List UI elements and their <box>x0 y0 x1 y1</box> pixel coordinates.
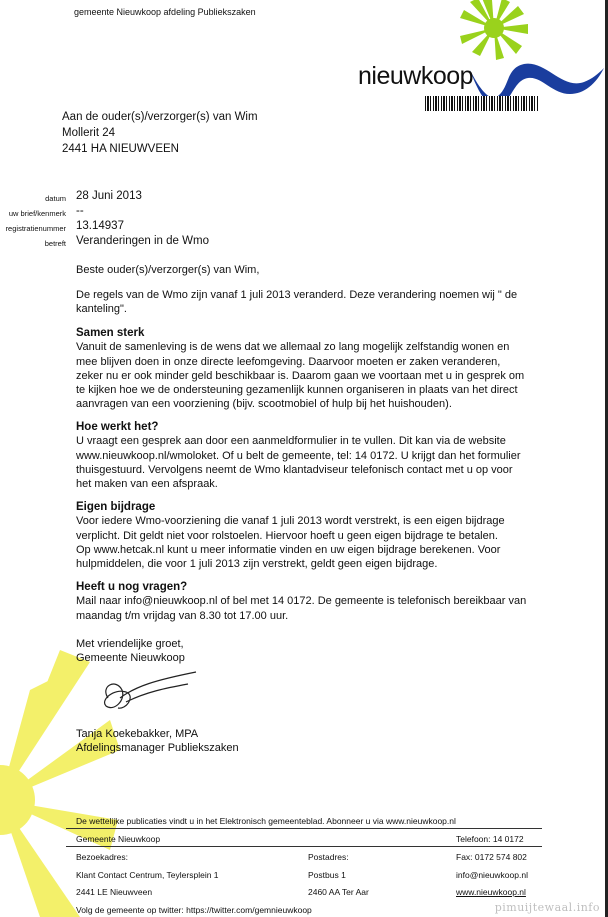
footer-website-link[interactable]: www.nieuwkoop.nl <box>456 887 526 897</box>
footer-bezoek-line1: Klant Contact Centrum, Teylersplein 1 <box>76 870 219 880</box>
footer-fax: Fax: 0172 574 802 <box>456 852 527 862</box>
recipient-line1: Aan de ouder(s)/verzorger(s) van Wim <box>62 111 258 123</box>
footer-postadres-label: Postadres: <box>308 852 349 862</box>
registratie-label: registratienummer <box>5 224 66 233</box>
watermark: pimuijtewaal.info <box>494 901 600 914</box>
footer-email: info@nieuwkoop.nl <box>456 870 528 880</box>
header-org: gemeente Nieuwkoop afdeling Publiekszaken <box>74 7 256 17</box>
footer-bezoekadres-label: Bezoekadres: <box>76 852 128 862</box>
datum-value: 28 Juni 2013 <box>76 190 142 202</box>
footer-twitter: Volg de gemeente op twitter: https://twitter.com/gemnieuwkoop <box>76 905 312 915</box>
barcode <box>425 96 538 111</box>
footer-telefoon: Telefoon: 14 0172 <box>456 834 524 844</box>
footer-divider <box>66 828 542 829</box>
signer-title: Afdelingsmanager Publiekszaken <box>76 742 239 755</box>
footer-org: Gemeente Nieuwkoop <box>76 834 161 844</box>
salutation: Beste ouder(s)/verzorger(s) van Wim, <box>76 264 260 276</box>
betreft-label: betreft <box>44 239 66 248</box>
section-eigen-bijdrage: Eigen bijdrage Voor iedere Wmo-voorziening die vanaf 1 juli 2013 wordt verstrekt, is een eigen bijdrage verplicht. Dit geldt niet voor rolstoelen. Hiervoor hoeft u geen eigen bijdrage te betalen. Op www.hetcak.nl kunt u meer informatie vinden en uw eigen bijdrage berekenen. Voor hulpmiddelen, die voor 1 juli 2013 zijn verstrekt, geldt geen eigen bijdrage. <box>76 500 576 571</box>
footer-divider <box>66 846 542 847</box>
section-vragen: Heeft u nog vragen? Mail naar info@nieuwkoop.nl of bel met 14 0172. De gemeente is telefonisch bereikbaar van maandag t/m vrijdag van 8.30 tot 17.00 uur. <box>76 580 576 623</box>
recipient-line3: 2441 HA NIEUWVEEN <box>62 143 179 155</box>
section-samen-sterk: Samen sterk Vanuit de samenleving is de wens dat we allemaal zo lang mogelijk zelfstandig wonen en mee blijven doen in onze directe leefomgeving. Daarvoor moeten er zaken veranderen, zeker nu er ook minder geld beschikbaar is. Daarom gaan we voortaan met u in gesprek om te kijken hoe we de ondersteuning gezamenlijk kunnen organiseren in plaats van het direct aanvragen van een voorziening (bijv. scootmobiel of hulp bij het huishouden). <box>76 326 576 412</box>
kenmerk-label: uw brief/kenmerk <box>8 209 66 218</box>
betreft-value: Veranderingen in de Wmo <box>76 235 209 247</box>
registratie-value: 13.14937 <box>76 220 124 232</box>
section-heading: Hoe werkt het? <box>76 421 159 433</box>
logo-wordmark: nieuwkoop <box>358 62 474 90</box>
signer-block <box>76 727 576 756</box>
section-heading: Samen sterk <box>76 327 145 339</box>
footer-post-line2: 2460 AA Ter Aar <box>308 887 369 897</box>
kenmerk-value: -- <box>76 205 84 217</box>
section-heading: Heeft u nog vragen? <box>76 581 188 593</box>
footer-publicaties: De wettelijke publicaties vindt u in het Elektronisch gemeenteblad. Abonneer u via www.nieuwkoop.nl <box>76 816 456 826</box>
intro-paragraph: De regels van de Wmo zijn vanaf 1 juli 2013 veranderd. Deze verandering noemen wij " de kanteling". <box>76 289 518 316</box>
section-hoe-werkt-het: Hoe werkt het? U vraagt een gesprek aan door een aanmeldformulier in te vullen. Dit kan via de website www.nieuwkoop.nl/wmoloket. Of u belt de gemeente, tel: 14 0172. U krijgt dan het formulier thuisgestuurd. Vervolgens neemt de Wmo klantadviseur telefonisch contact met u op voor het maken van een afspraak. <box>76 420 576 491</box>
closing: Met vriendelijke groet, Gemeente Nieuwkoop <box>76 638 185 665</box>
signature-icon <box>96 668 206 718</box>
signer-name: Tanja Koekebakker, MPA <box>76 728 199 740</box>
footer-post-line1: Postbus 1 <box>308 870 346 880</box>
recipient-line2: Mollerit 24 <box>62 127 116 139</box>
section-heading: Eigen bijdrage <box>76 501 156 513</box>
datum-label: datum <box>45 194 66 203</box>
footer-bezoek-line2: 2441 LE Nieuwveen <box>76 887 153 897</box>
